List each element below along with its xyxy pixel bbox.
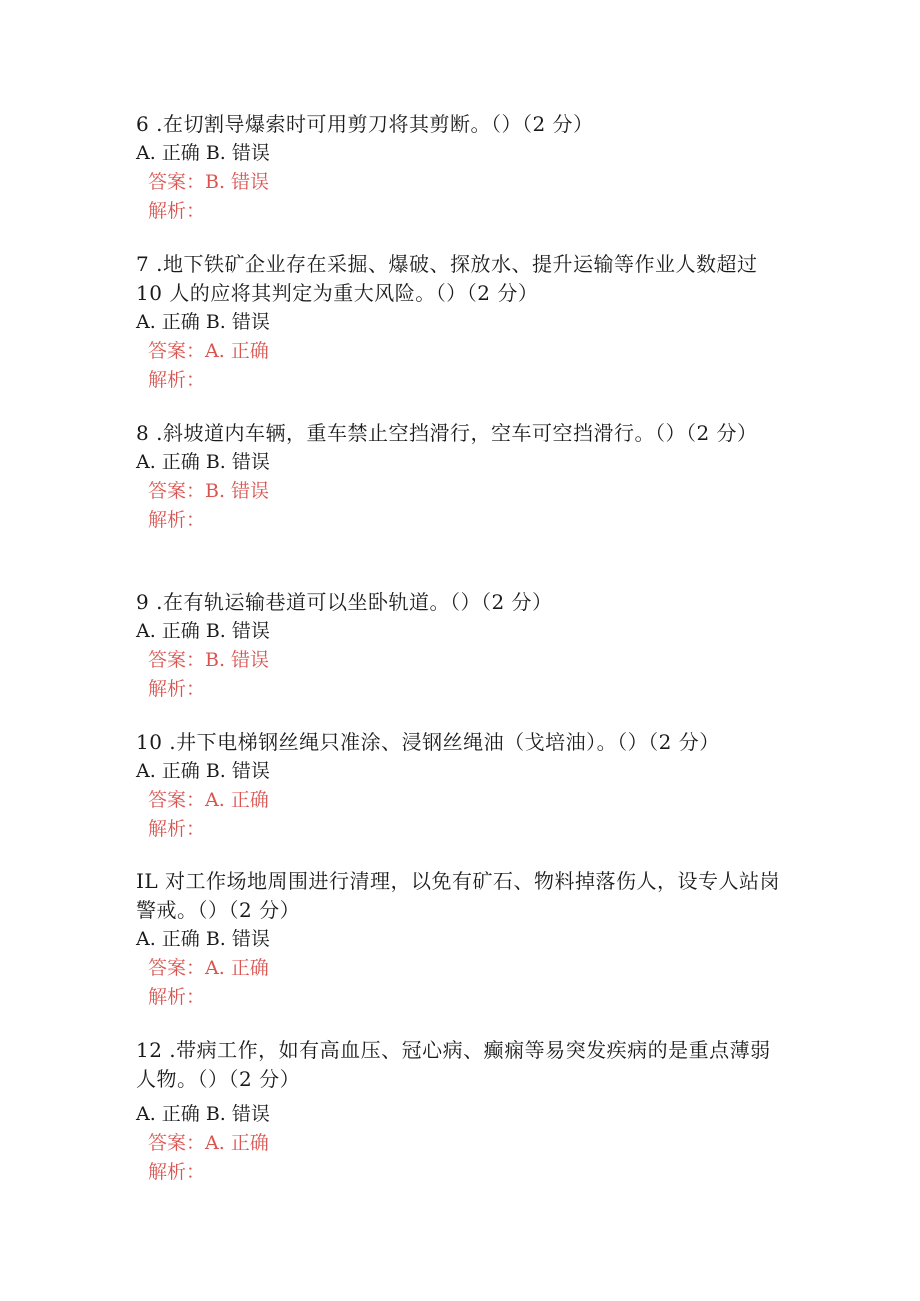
question-analysis: 解析： [148,1161,206,1183]
question-options: A. 正确 B. 错误 [136,1103,270,1125]
question-answer: 答案：A. 正确 [148,1132,269,1154]
question-text: 7 .地下铁矿企业存在采掘、爆破、探放水、提升运输等作业人数超过 10 人的应将其判定为重大风险。（）（2 分） [136,252,758,305]
question-options: A. 正确 B. 错误 [136,142,270,164]
question-options: A. 正确 B. 错误 [136,311,270,333]
question-answer: 答案：B. 错误 [148,171,270,193]
question-10 [136,728,786,844]
question-8 [136,419,786,535]
question-text: 9 .在有轨运输巷道可以坐卧轨道。（）（2 分） [136,590,553,614]
question-analysis: 解析： [148,818,206,840]
question-7 [136,250,786,395]
question-answer: 答案：A. 正确 [148,340,269,362]
question-analysis: 解析： [148,678,206,700]
question-answer: 答案：A. 正确 [148,957,269,979]
question-answer: 答案：B. 错误 [148,480,270,502]
question-text: 6 .在切割导爆索时可用剪刀将其剪断。（）（2 分） [136,112,594,136]
question-11 [136,867,786,1012]
question-text: IL 对工作场地周围进行清理，以免有矿石、物料掉落伤人，设专人站岗警戒。（）（2 分） [136,869,781,922]
question-analysis: 解析： [148,369,206,391]
question-text: 8 .斜坡道内车辆，重车禁止空挡滑行，空车可空挡滑行。（）（2 分） [136,421,758,445]
question-analysis: 解析： [148,200,206,222]
question-analysis: 解析： [148,509,206,531]
question-options: A. 正确 B. 错误 [136,451,270,473]
question-options: A. 正确 B. 错误 [136,928,270,950]
question-answer: 答案：B. 错误 [148,649,270,671]
question-9 [136,588,786,704]
question-answer: 答案：A. 正确 [148,789,269,811]
question-options: A. 正确 B. 错误 [136,620,270,642]
question-analysis: 解析： [148,986,206,1008]
question-6 [136,110,786,226]
question-12 [136,1036,786,1187]
question-options: A. 正确 B. 错误 [136,760,270,782]
question-text: 12 .带病工作，如有高血压、冠心病、癫痫等易突发疾病的是重点薄弱人物。（）（2 分） [136,1038,771,1091]
question-text: 10 .井下电梯钢丝绳只准涂、浸钢丝绳油（戈培油）。（）（2 分） [136,730,720,754]
